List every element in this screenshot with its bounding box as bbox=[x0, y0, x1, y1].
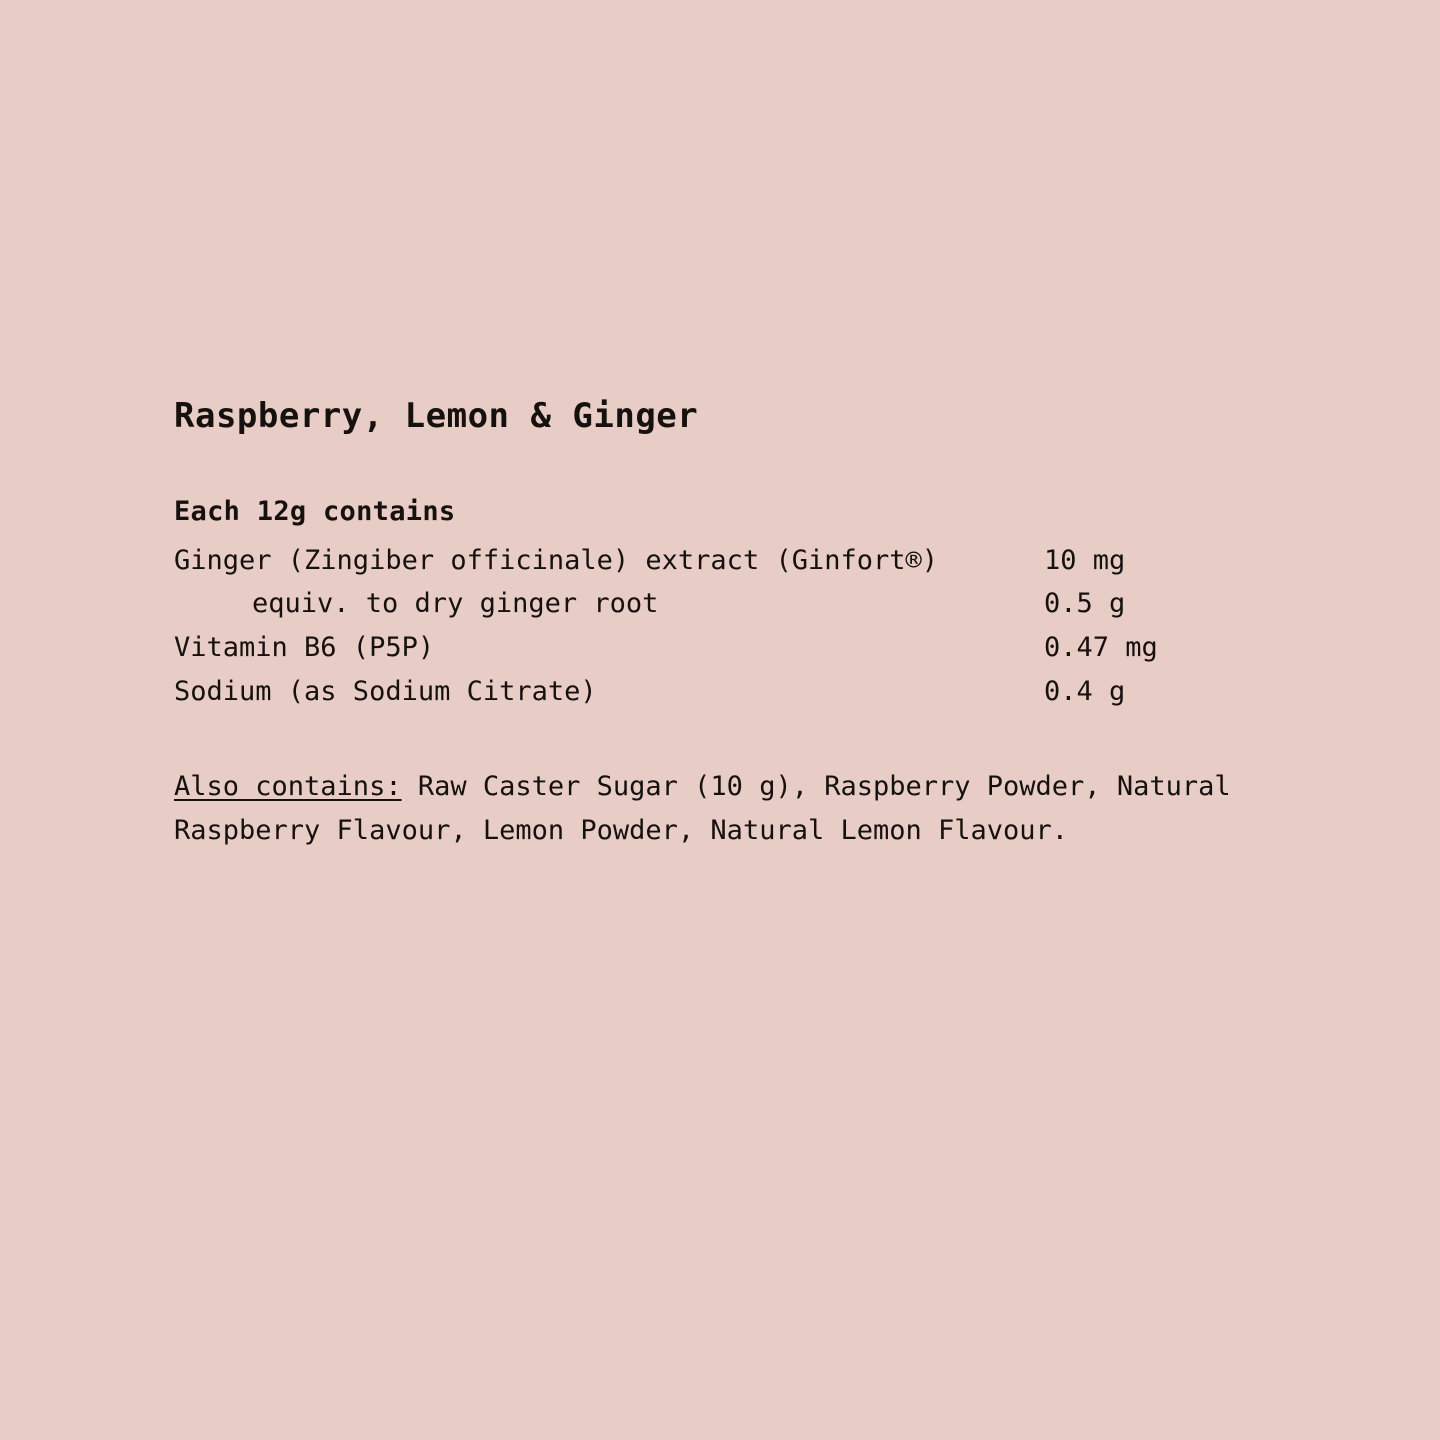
page-title: Raspberry, Lemon & Ginger bbox=[174, 396, 699, 436]
nutrient-amount: 0.5 g bbox=[1044, 588, 1126, 620]
nutrient-name: Sodium (as Sodium Citrate) bbox=[174, 675, 597, 707]
nutrient-table bbox=[174, 539, 1234, 714]
serving-heading: Each 12g contains bbox=[174, 495, 456, 527]
nutrient-amount: 0.4 g bbox=[1044, 675, 1126, 707]
table-row bbox=[174, 539, 1234, 583]
nutrient-amount: 0.47 mg bbox=[1044, 632, 1158, 664]
table-row bbox=[174, 626, 1234, 670]
content-column bbox=[174, 396, 1294, 880]
nutrient-name: equiv. to dry ginger root bbox=[252, 588, 659, 620]
nutrient-amount: 10 mg bbox=[1044, 544, 1126, 576]
also-contains-label: Also contains: bbox=[174, 771, 402, 803]
table-row bbox=[174, 582, 1234, 626]
also-contains-block bbox=[174, 765, 1279, 852]
also-contains-text: Raw Caster Sugar (10 g), Raspberry Powder, Natural Raspberry Flavour, Lemon Powder, Natural Lemon Flavour. bbox=[174, 771, 1231, 847]
table-row bbox=[174, 670, 1234, 714]
nutrient-name: Ginger (Zingiber officinale) extract (Ginfort®) bbox=[174, 544, 939, 576]
nutrient-name: Vitamin B6 (P5P) bbox=[174, 632, 435, 664]
